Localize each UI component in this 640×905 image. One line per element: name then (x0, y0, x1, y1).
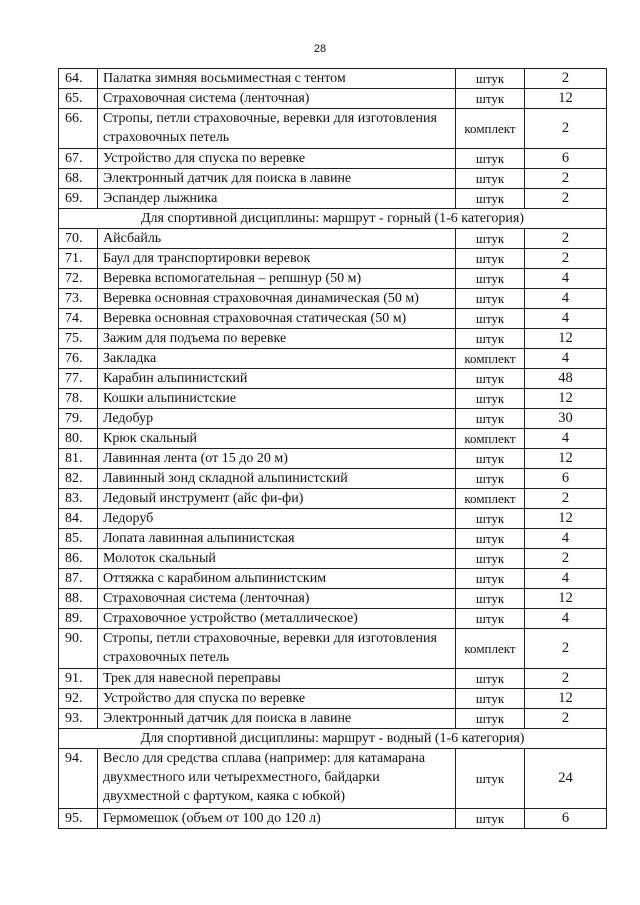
row-number: 68. (59, 169, 98, 189)
table-row (59, 669, 607, 689)
table-row (59, 189, 607, 209)
item-quantity: 48 (525, 369, 607, 389)
table-row (59, 369, 607, 389)
item-name: Лавинная лента (от 15 до 20 м) (98, 449, 456, 469)
table-row (59, 349, 607, 369)
item-name: Лавинный зонд складной альпинистский (98, 469, 456, 489)
item-name: Веревка вспомогательная – репшнур (50 м) (98, 269, 456, 289)
row-number: 78. (59, 389, 98, 409)
table-row (59, 389, 607, 409)
table-row (59, 229, 607, 249)
item-name: Крюк скальный (98, 429, 456, 449)
item-unit: штук (456, 169, 525, 189)
item-name: Стропы, петли страховочные, веревки для изготовления страховочных петель (98, 109, 456, 149)
table-row (59, 249, 607, 269)
item-name: Айсбайль (98, 229, 456, 249)
table-row (59, 329, 607, 349)
item-name: Трек для навесной переправы (98, 669, 456, 689)
item-name: Палатка зимняя восьмиместная с тентом (98, 69, 456, 89)
row-number: 71. (59, 249, 98, 269)
row-number: 75. (59, 329, 98, 349)
item-unit: штук (456, 69, 525, 89)
item-name: Зажим для подъема по веревке (98, 329, 456, 349)
item-name: Ледоруб (98, 509, 456, 529)
item-quantity: 6 (525, 149, 607, 169)
table-row (59, 429, 607, 449)
row-number: 94. (59, 749, 98, 809)
item-name: Устройство для спуска по веревке (98, 689, 456, 709)
item-quantity: 24 (525, 749, 607, 809)
row-number: 65. (59, 89, 98, 109)
item-name: Страховочная система (ленточная) (98, 89, 456, 109)
item-name: Электронный датчик для поиска в лавине (98, 169, 456, 189)
item-name: Ледобур (98, 409, 456, 429)
item-quantity: 2 (525, 549, 607, 569)
item-name: Веревка основная страховочная динамическая (50 м) (98, 289, 456, 309)
item-quantity: 6 (525, 469, 607, 489)
item-quantity: 4 (525, 609, 607, 629)
item-name: Веревка основная страховочная статическая (50 м) (98, 309, 456, 329)
table-row (59, 449, 607, 469)
item-unit: штук (456, 89, 525, 109)
row-number: 84. (59, 509, 98, 529)
item-quantity: 2 (525, 489, 607, 509)
item-unit: штук (456, 189, 525, 209)
item-name: Устройство для спуска по веревке (98, 149, 456, 169)
item-quantity: 2 (525, 669, 607, 689)
page-number: 28 (313, 43, 327, 55)
item-name: Баул для транспортировки веревок (98, 249, 456, 269)
item-quantity: 4 (525, 529, 607, 549)
equipment-table-body (59, 69, 607, 829)
item-unit: штук (456, 749, 525, 809)
item-unit: штук (456, 549, 525, 569)
item-name: Лопата лавинная альпинистская (98, 529, 456, 549)
table-row (59, 309, 607, 329)
item-quantity: 12 (525, 689, 607, 709)
item-quantity: 2 (525, 169, 607, 189)
item-quantity: 12 (525, 509, 607, 529)
table-row (59, 529, 607, 549)
item-quantity: 6 (525, 809, 607, 829)
item-name: Кошки альпинистские (98, 389, 456, 409)
row-number: 81. (59, 449, 98, 469)
item-quantity: 2 (525, 249, 607, 269)
item-unit: комплект (456, 489, 525, 509)
item-name: Страховочная система (ленточная) (98, 589, 456, 609)
item-quantity: 2 (525, 69, 607, 89)
item-name: Молоток скальный (98, 549, 456, 569)
item-quantity: 4 (525, 269, 607, 289)
item-name: Карабин альпинистский (98, 369, 456, 389)
item-name: Страховочное устройство (металлическое) (98, 609, 456, 629)
row-number: 85. (59, 529, 98, 549)
item-unit: штук (456, 589, 525, 609)
row-number: 74. (59, 309, 98, 329)
section-header: Для спортивной дисциплины: маршрут - водный (1-6 категория) (59, 729, 607, 749)
table-row (59, 569, 607, 589)
item-unit: штук (456, 709, 525, 729)
item-unit: штук (456, 229, 525, 249)
item-name: Закладка (98, 349, 456, 369)
equipment-table (58, 68, 607, 829)
row-number: 82. (59, 469, 98, 489)
item-quantity: 2 (525, 109, 607, 149)
row-number: 91. (59, 669, 98, 689)
item-quantity: 2 (525, 629, 607, 669)
table-row (59, 69, 607, 89)
item-name: Эспандер лыжника (98, 189, 456, 209)
item-unit: штук (456, 149, 525, 169)
table-row (59, 89, 607, 109)
item-unit: штук (456, 529, 525, 549)
table-row (59, 709, 607, 729)
item-unit: комплект (456, 629, 525, 669)
row-number: 83. (59, 489, 98, 509)
table-row (59, 109, 607, 149)
item-unit: штук (456, 309, 525, 329)
item-quantity: 12 (525, 89, 607, 109)
row-number: 89. (59, 609, 98, 629)
item-quantity: 2 (525, 229, 607, 249)
item-unit: штук (456, 409, 525, 429)
item-unit: штук (456, 609, 525, 629)
item-quantity: 12 (525, 449, 607, 469)
item-unit: штук (456, 809, 525, 829)
row-number: 86. (59, 549, 98, 569)
section-header-row (59, 209, 607, 229)
table-row (59, 689, 607, 709)
item-quantity: 2 (525, 189, 607, 209)
item-unit: штук (456, 369, 525, 389)
row-number: 70. (59, 229, 98, 249)
row-number: 64. (59, 69, 98, 89)
item-quantity: 2 (525, 709, 607, 729)
item-unit: штук (456, 509, 525, 529)
row-number: 77. (59, 369, 98, 389)
table-row (59, 489, 607, 509)
item-unit: штук (456, 329, 525, 349)
table-row (59, 269, 607, 289)
section-header-row (59, 729, 607, 749)
table-row (59, 549, 607, 569)
item-quantity: 4 (525, 349, 607, 369)
table-row (59, 409, 607, 429)
item-unit: штук (456, 669, 525, 689)
row-number: 92. (59, 689, 98, 709)
item-unit: штук (456, 689, 525, 709)
item-unit: комплект (456, 109, 525, 149)
row-number: 93. (59, 709, 98, 729)
item-unit: штук (456, 449, 525, 469)
item-quantity: 12 (525, 329, 607, 349)
table-row (59, 469, 607, 489)
item-quantity: 4 (525, 569, 607, 589)
table-row (59, 589, 607, 609)
table-row (59, 609, 607, 629)
row-number: 87. (59, 569, 98, 589)
item-unit: штук (456, 289, 525, 309)
table-row (59, 149, 607, 169)
row-number: 69. (59, 189, 98, 209)
row-number: 73. (59, 289, 98, 309)
section-header: Для спортивной дисциплины: маршрут - горный (1-6 категория) (59, 209, 607, 229)
table-row (59, 749, 607, 809)
item-unit: штук (456, 249, 525, 269)
row-number: 88. (59, 589, 98, 609)
item-unit: штук (456, 389, 525, 409)
table-row (59, 809, 607, 829)
row-number: 90. (59, 629, 98, 669)
item-quantity: 4 (525, 289, 607, 309)
table-row (59, 169, 607, 189)
item-unit: штук (456, 269, 525, 289)
item-quantity: 4 (525, 429, 607, 449)
item-name: Весло для средства сплава (например: для катамарана двухместного или четырехместного, байдарки двухместной с фартуком, каяка с юбкой) (98, 749, 456, 809)
item-quantity: 12 (525, 389, 607, 409)
item-unit: штук (456, 469, 525, 489)
row-number: 66. (59, 109, 98, 149)
item-name: Оттяжка с карабином альпинистским (98, 569, 456, 589)
table-row (59, 629, 607, 669)
item-name: Электронный датчик для поиска в лавине (98, 709, 456, 729)
item-unit: комплект (456, 429, 525, 449)
table-row (59, 289, 607, 309)
item-unit: комплект (456, 349, 525, 369)
item-quantity: 30 (525, 409, 607, 429)
item-name: Стропы, петли страховочные, веревки для изготовления страховочных петель (98, 629, 456, 669)
row-number: 76. (59, 349, 98, 369)
item-name: Гермомешок (объем от 100 до 120 л) (98, 809, 456, 829)
table-row (59, 509, 607, 529)
row-number: 95. (59, 809, 98, 829)
item-quantity: 12 (525, 589, 607, 609)
item-name: Ледовый инструмент (айс фи-фи) (98, 489, 456, 509)
row-number: 80. (59, 429, 98, 449)
item-unit: штук (456, 569, 525, 589)
row-number: 67. (59, 149, 98, 169)
row-number: 79. (59, 409, 98, 429)
row-number: 72. (59, 269, 98, 289)
item-quantity: 4 (525, 309, 607, 329)
